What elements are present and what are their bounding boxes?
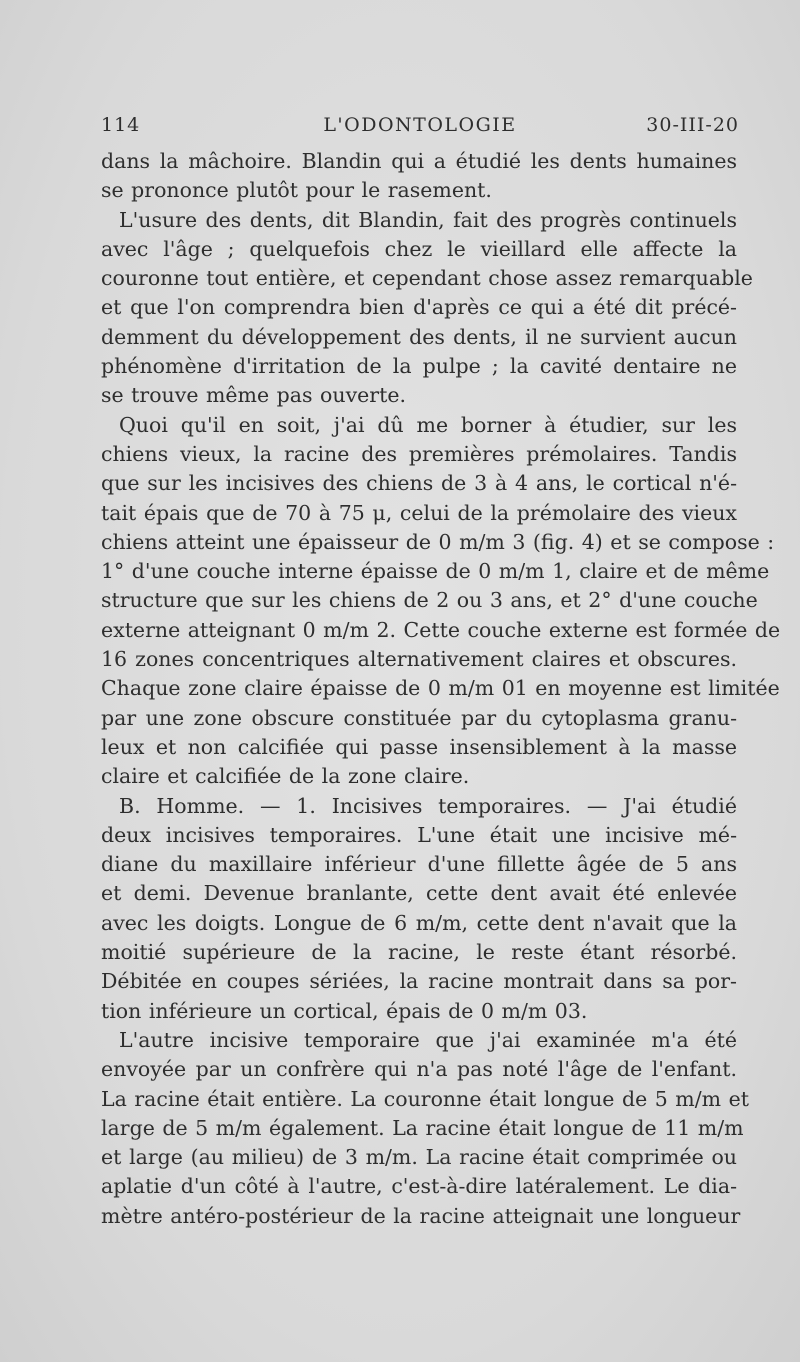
running-header	[101, 114, 739, 140]
text-line: externe atteignant 0 m/m 2. Cette couche externe est formée de	[101, 617, 781, 642]
text-line: Débitée en coupes sériées, la racine montrait dans sa por-	[101, 969, 737, 994]
text-line: couronne tout entière, et cependant chose assez remarquable	[101, 266, 753, 291]
text-line: tion inférieure un cortical, épais de 0 m/m 03.	[101, 998, 588, 1023]
text-line: Chaque zone claire épaisse de 0 m/m 01 en moyenne est limitée	[101, 676, 780, 701]
page-number: 114	[101, 114, 141, 136]
text-line: chiens vieux, la racine des premières prémolaires. Tandis	[101, 441, 737, 466]
text-line: et large (au milieu) de 3 m/m. La racine était comprimée ou	[101, 1145, 737, 1170]
text-line: avec l'âge ; quelquefois chez le vieillard elle affecte la	[101, 236, 737, 261]
text-line: et que l'on comprendra bien d'après ce qui a été dit précé-	[101, 295, 737, 320]
text-line: L'usure des dents, dit Blandin, fait des progrès continuels	[119, 207, 737, 232]
text-line: se trouve même pas ouverte.	[101, 383, 406, 408]
text-line: et demi. Devenue branlante, cette dent avait été enlevée	[101, 881, 737, 906]
text-line: 1° d'une couche interne épaisse de 0 m/m 1, claire et de même	[101, 559, 770, 584]
text-line: avec les doigts. Longue de 6 m/m, cette dent n'avait que la	[101, 910, 737, 935]
body-text	[101, 147, 781, 1231]
text-line: La racine était entière. La couronne était longue de 5 m/m et	[101, 1086, 749, 1111]
text-line: par une zone obscure constituée par du cytoplasma granu-	[101, 705, 737, 730]
text-line: demment du développement des dents, il ne survient aucun	[101, 324, 737, 349]
text-line: structure que sur les chiens de 2 ou 3 ans, et 2° d'une couche	[101, 588, 758, 613]
text-line: 16 zones concentriques alternativement claires et obscures.	[101, 647, 737, 672]
issue-date: 30-III-20	[646, 114, 739, 136]
text-line: aplatie d'un côté à l'autre, c'est-à-dire latéralement. Le dia-	[101, 1174, 737, 1199]
text-line: diane du maxillaire inférieur d'une fillette âgée de 5 ans	[101, 852, 737, 877]
text-line: tait épais que de 70 à 75 μ, celui de la prémolaire des vieux	[101, 500, 737, 525]
running-title: L'ODONTOLOGIE	[323, 114, 517, 136]
text-line: leux et non calcifiée qui passe insensiblement à la masse	[101, 734, 737, 759]
text-line: B. Homme. — 1. Incisives temporaires. — J'ai étudié	[119, 793, 737, 818]
text-line: claire et calcifiée de la zone claire.	[101, 764, 470, 789]
text-line: que sur les incisives des chiens de 3 à 4 ans, le cortical n'é-	[101, 471, 737, 496]
text-line: mètre antéro-postérieur de la racine atteignait une longueur	[101, 1203, 741, 1228]
text-line: dans la mâchoire. Blandin qui a étudié les dents humaines	[101, 149, 737, 173]
text-line: Quoi qu'il en soit, j'ai dû me borner à étudier, sur les	[119, 412, 737, 437]
text-line: envoyée par un confrère qui n'a pas noté l'âge de l'enfant.	[101, 1057, 737, 1082]
text-line: L'autre incisive temporaire que j'ai examinée m'a été	[119, 1027, 737, 1052]
text-line: phénomène d'irritation de la pulpe ; la cavité dentaire ne	[101, 354, 737, 379]
text-line: large de 5 m/m également. La racine était longue de 11 m/m	[101, 1115, 744, 1140]
text-line: se prononce plutôt pour le rasement.	[101, 178, 492, 203]
text-line: moitié supérieure de la racine, le reste étant résorbé.	[101, 940, 737, 965]
text-line: deux incisives temporaires. L'une était une incisive mé-	[101, 822, 737, 847]
text-line: chiens atteint une épaisseur de 0 m/m 3 (fig. 4) et se compose :	[101, 529, 775, 554]
